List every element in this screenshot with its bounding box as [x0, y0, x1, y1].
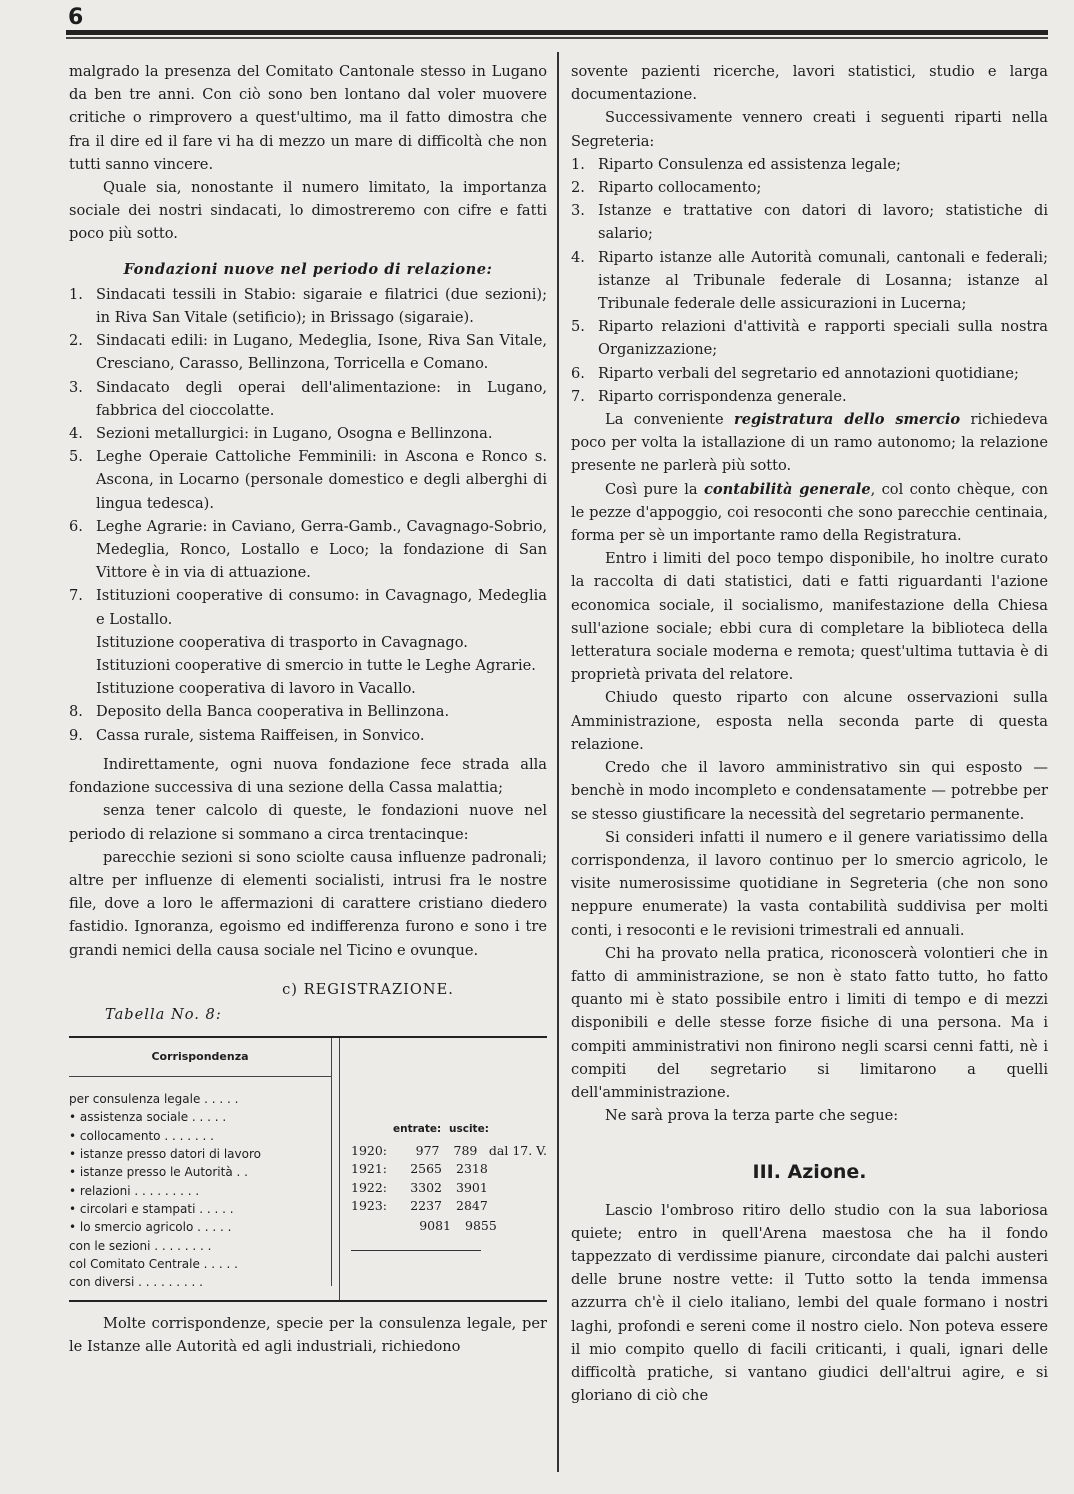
table-header: Corrispondenza	[69, 1038, 332, 1077]
table-caption: Tabella No. 8:	[105, 1005, 222, 1023]
list-item: 4. Sezioni metallurgici: in Lugano, Osogna e Bellinzona.	[69, 425, 493, 443]
paragraph: Chiudo questo riparto con alcune osservazioni sulla Amministrazione, esposta nella seconda parte di questa relazione.	[571, 689, 1048, 753]
table-head-row	[351, 1120, 547, 1142]
table-label: per consulenza legale . . . . .	[69, 1092, 239, 1107]
paragraph: senza tener calcolo di queste, le fondazioni nuove nel periodo di relazione si sommano a circa trentacinque:	[69, 802, 547, 843]
table-labels	[69, 1090, 327, 1291]
section-heading: c) REGISTRAZIONE.	[282, 980, 454, 998]
table-row: 1923: 2237 2847	[351, 1198, 488, 1214]
list-item: 6. Leghe Agrarie: in Caviano, Gerra-Gamb., Cavagnago-Sobrio, Medeglia, Ronco, Lostallo e Loco; la fondazione di San Vittore è in via di attuazione.	[69, 517, 547, 582]
list-item: 5. Leghe Operaie Cattoliche Femminili: in Ascona e Ronco s. Ascona, in Locarno (personale domestico e degli alberghi di lingua tedesca).	[69, 448, 547, 512]
table-sum-rule	[351, 1250, 481, 1251]
table-label: • istanze presso datori di lavoro	[69, 1147, 261, 1162]
table-row: 1920: 977 789 dal 17. V.	[351, 1143, 547, 1159]
right-column	[571, 60, 1048, 1407]
list-item: 3. Sindacato degli operai dell'alimentazione: in Lugano, fabbrica del cioccolatte.	[69, 378, 547, 419]
paragraph: La conveniente registratura dello smercio richiedeva poco per volta la istallazione di un ramo autonomo; la relazione presente ne parlerà più sotto.	[571, 411, 1048, 475]
list-item: 6. Riparto verbali del segretario ed annotazioni quotidiane;	[571, 364, 1019, 382]
paragraph: Quale sia, nonostante il numero limitato, la importanza sociale dei nostri sindacati, lo dimostreremo con cifre e fatti poco più sotto.	[69, 179, 547, 243]
paragraph: Molte corrispondenze, specie per la consulenza legale, per le Istanze alle Autorità ed agli industriali, richiedono	[69, 1315, 547, 1356]
table-total-row: 9081 9855	[419, 1218, 497, 1234]
column-header-in: entrate:	[393, 1123, 442, 1136]
table-label: • collocamento . . . . . . .	[69, 1128, 214, 1143]
table-data	[351, 1120, 547, 1235]
correspondence-table	[69, 1036, 547, 1302]
foundations-list-cont	[69, 700, 547, 746]
list-item: 9. Cassa rurale, sistema Raiffeisen, in Sonvico.	[69, 726, 425, 744]
paragraph: Chi ha provato nella pratica, riconoscerà volontieri che in fatto di amministrazione, se non è stato fatto tutto, ho fatto quanto mi è stato possibile entro i limiti di tempo e di mezzi disponibili e delle stesse forze fisiche di una persona. Ma i compiti amministrativi non finirono negli scarsi cenni fatti, nè i compiti del segretario si limitarono a quelli dell'amministrazione.	[571, 944, 1048, 1101]
paragraph: Entro i limiti del poco tempo disponibile, ho inoltre curato la raccolta di dati statistici, dati e fatti riguardanti l'azione economica sociale, il socialismo, manifestazione della Chiesa sull'azione sociale; ebbi cura di completare la biblioteca della letteratura sociale moderna e remota; quest'ultima tuttavia è di proprietà privata del relatore.	[571, 550, 1048, 684]
foundations-list	[69, 283, 547, 631]
column-header-out: uscite:	[449, 1123, 489, 1136]
table-rule	[331, 1076, 332, 1286]
list-item: 1. Sindacati tessili in Stabio: sigaraie e filatrici (due sezioni); in Riva San Vitale (setificio); in Brissago (sigaraie).	[69, 285, 547, 327]
paragraph: Indirettamente, ogni nuova fondazione fece strada alla fondazione successiva di una sezione della Cassa malattia;	[69, 755, 547, 797]
paragraph: Si consideri infatti il numero e il genere variatissimo della corrispondenza, il lavoro continuo per lo smercio agricolo, le visite numerosissime quotidiane in Segreteria (che non sono neppure enumerate) la vasta contabilità suddivisa per molti conti, i resoconti e le revisioni trimestrali ed annuali.	[571, 828, 1048, 939]
list-subitem: Istituzione cooperativa di trasporto in Cavagnago.	[96, 633, 468, 651]
header-rule	[66, 30, 1048, 35]
section-heading: III. Azione.	[752, 1161, 867, 1184]
list-item: 2. Riparto collocamento;	[571, 179, 762, 197]
list-subitem: Istituzioni cooperative di smercio in tutte le Leghe Agrarie.	[96, 657, 536, 675]
table-label: • relazioni . . . . . . . . .	[69, 1183, 200, 1198]
table-label: con le sezioni . . . . . . . .	[69, 1238, 212, 1253]
table-label: con diversi . . . . . . . . .	[69, 1275, 203, 1290]
list-item: 7. Istituzioni cooperative di consumo: in Cavagnago, Medeglia e Lostallo.	[69, 587, 547, 628]
paragraph: Lascio l'ombroso ritiro dello studio con la sua laboriosa quiete; entro in quell'Arena maestosa che ha il fondo tappezzato di verdissime pianure, circondate dai palchi austeri delle brune nostre vette: il Tutto sotto la tenda immensa azzurra ch'è il cielo italiano, lembi del quale formano i nostri laghi, profondi e sereni come il nostro cielo. Non poteva essere il mio compito quello di facili criticanti, i quali, ignari delle difficoltà pratiche, si vantano giudici dell'altrui agire, e si gloriano di ciò che	[571, 1201, 1048, 1405]
paragraph: Successivamente vennero creati i seguenti riparti nella Segreteria:	[571, 109, 1048, 150]
list-item: 4. Riparto istanze alle Autorità comunali, cantonali e federali; istanze al Tribunale federale di Losanna; istanze al Tribunale federale delle assicurazioni in Lucerna;	[571, 248, 1048, 313]
table-label: col Comitato Centrale . . . . .	[69, 1256, 238, 1271]
table-rule	[339, 1038, 340, 1300]
list-item: 7. Riparto corrispondenza generale.	[571, 387, 847, 405]
header-rule-thin	[66, 37, 1048, 39]
list-item: 1. Riparto Consulenza ed assistenza legale;	[571, 155, 901, 173]
subheading: Fondazioni nuove nel periodo di relazione:	[123, 260, 493, 278]
table-label: • istanze presso le Autorità . .	[69, 1165, 248, 1180]
paragraph: Ne sarà prova la terza parte che segue:	[605, 1107, 899, 1125]
list-item: 8. Deposito della Banca cooperativa in Bellinzona.	[69, 703, 450, 721]
paragraph: parecchie sezioni si sono sciolte causa influenze padronali; altre per influenze di elementi socialisti, intrusi fra le nostre file, dove a loro le affermazioni di carattere cristiano diedero fastidio. Ignoranza, egoismo ed indifferenza furono e sono i tre grandi nemici della causa sociale nel Ticino e ovunque.	[69, 848, 547, 959]
paragraph: sovente pazienti ricerche, lavori statistici, studio e larga documentazione.	[571, 63, 1048, 104]
paragraph: Così pure la contabilità generale, col conto chèque, con le pezze d'appoggio, coi resoconti che sono parecchie centinaia, forma per sè un importante ramo della Registratura.	[571, 480, 1048, 545]
column-divider	[557, 52, 559, 1472]
list-item: 5. Riparto relazioni d'attività e rapporti speciali sulla nostra Organizzazione;	[571, 318, 1048, 359]
table-label: • assistenza sociale . . . . .	[69, 1110, 227, 1125]
table-row: 1922: 3302 3901	[351, 1179, 488, 1195]
left-column	[69, 60, 547, 1359]
table-label: • circolari e stampati . . . . .	[69, 1201, 234, 1216]
paragraph: Credo che il lavoro amministrativo sin qui esposto — benchè in modo incompleto e condensatamente — potrebbe per se stesso giustificare la necessità del segretario permanente.	[571, 759, 1048, 823]
paragraph: malgrado la presenza del Comitato Cantonale stesso in Lugano da ben tre anni. Con ciò sono ben lontano dal voler muovere critiche o rimprovero a quest'ultimo, ma il fatto dimostra che fra il dire ed il fare vi ha di mezzo un mare di difficoltà che non tutti sanno vincere.	[69, 63, 547, 173]
table-row: 1921: 2565 2318	[351, 1161, 488, 1177]
list-item: 3. Istanze e trattative con datori di lavoro; statistiche di salario;	[571, 202, 1048, 243]
list-item: 2. Sindacati edili: in Lugano, Medeglia, Isone, Riva San Vitale, Cresciano, Carasso, Bellinzona, Torricella e Comano.	[69, 332, 547, 373]
riparti-list	[571, 153, 1048, 408]
table-label: • lo smercio agricolo . . . . .	[69, 1220, 232, 1235]
page-number: 6	[68, 5, 84, 30]
list-subitem: Istituzione cooperativa di lavoro in Vacallo.	[96, 680, 416, 698]
